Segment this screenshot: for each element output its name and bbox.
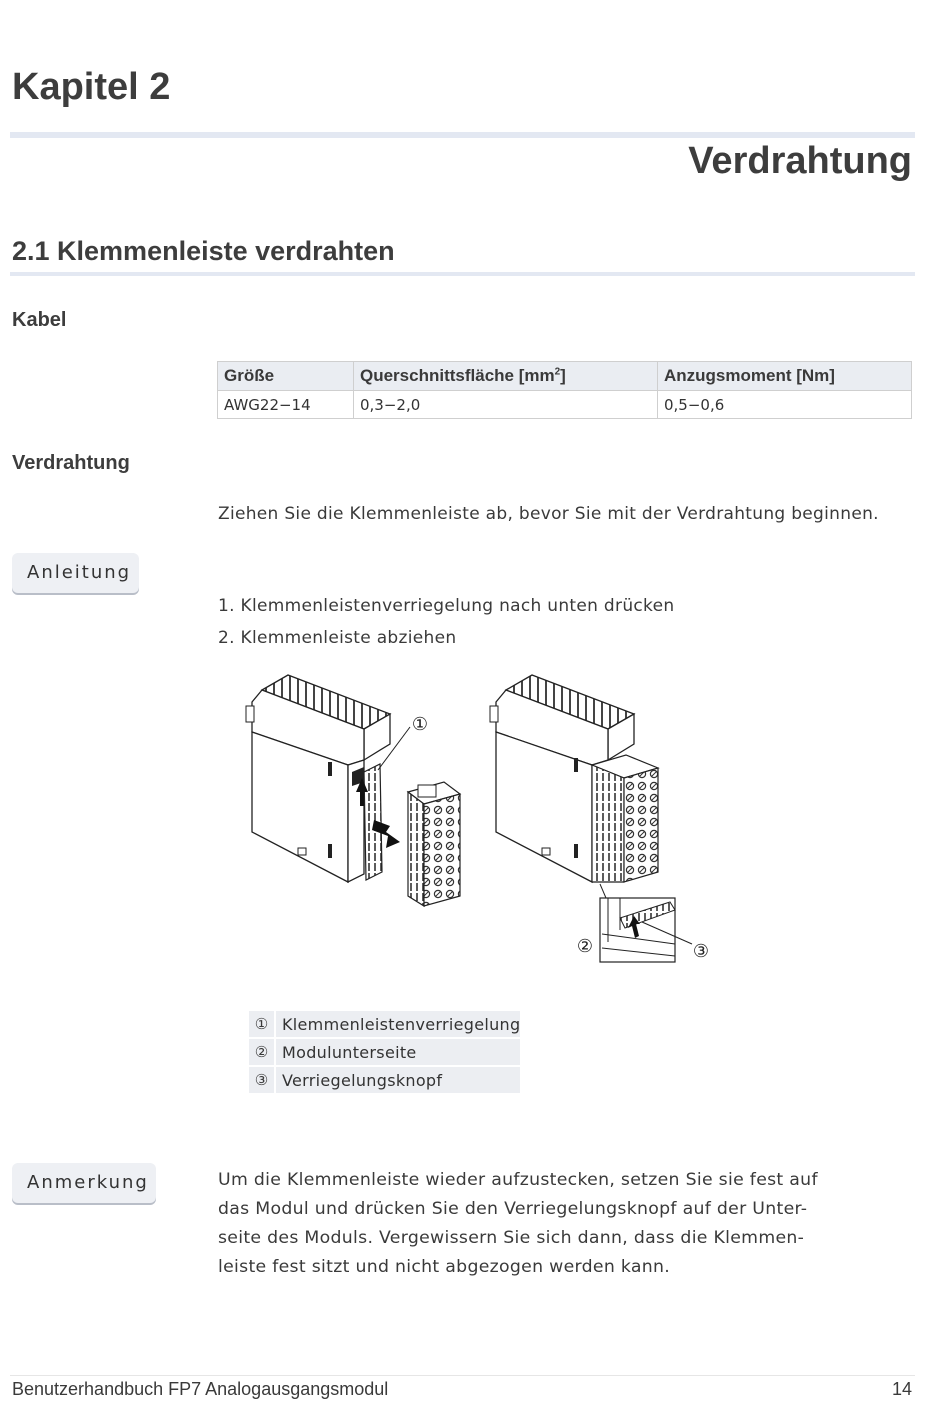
column-header-cross-section: Querschnittsfläche $[mm^2]$ [354, 362, 658, 391]
callout-2: ② [576, 936, 594, 957]
intro-text: Ziehen Sie die Klemmenleiste ab, bevor Sie mit der Verdrahtung beginnen. [218, 504, 879, 524]
callout-1: ① [411, 714, 429, 735]
note-text [218, 1166, 868, 1282]
note-line: leiste fest sitzt und nicht abgezogen werden kann. [218, 1257, 671, 1277]
chapter-label: Kapitel 2 [12, 66, 171, 108]
chapter-divider [10, 132, 915, 138]
note-line: das Modul und drücken Sie den Verriegelungsknopf auf der Unter- [218, 1199, 808, 1219]
detail-inset-drawing [600, 898, 692, 962]
module-left-drawing [246, 675, 410, 882]
table-row [218, 391, 912, 419]
legend-row [249, 1011, 520, 1037]
verdrahtung-heading: Verdrahtung [12, 452, 130, 474]
kabel-heading: Kabel [12, 309, 67, 331]
anleitung-tag: Anleitung [12, 553, 139, 593]
table-cell-cross-section: 0,3−2,0 [354, 391, 658, 419]
legend-label: Modulunterseite [276, 1039, 520, 1065]
section-title: 2.1 Klemmenleiste verdrahten [12, 236, 395, 266]
legend-label: Verriegelungsknopf [276, 1067, 520, 1093]
step-1: 1. Klemmenleistenverriegelung nach unten drücken [218, 596, 675, 616]
wiring-figure [240, 672, 720, 972]
table-cell-torque: 0,5−0,6 [658, 391, 912, 419]
column-header-size: Größe [218, 362, 354, 391]
page-title: Verdrahtung [688, 140, 912, 182]
step-2: 2. Klemmenleiste abziehen [218, 628, 457, 648]
footer-divider [10, 1375, 915, 1376]
legend-number: ① [249, 1011, 276, 1037]
column-header-torque: Anzugsmoment [Nm] [658, 362, 912, 391]
section-divider [10, 272, 915, 276]
anmerkung-tag: Anmerkung [12, 1163, 156, 1203]
legend-number: ② [249, 1039, 276, 1065]
note-line: seite des Moduls. Vergewissern Sie sich dann, dass die Klemmen- [218, 1228, 805, 1248]
cable-spec-table [217, 361, 912, 419]
legend-number: ③ [249, 1067, 276, 1093]
note-line: Um die Klemmenleiste wieder aufzustecken, setzen Sie sie fest auf [218, 1170, 818, 1190]
terminal-block-drawing [408, 782, 460, 906]
page-number: 14 [891, 1379, 912, 1399]
table-cell-size: AWG22−14 [218, 391, 354, 419]
legend-label: Klemmenleistenverriegelung [276, 1011, 520, 1037]
table-header-row [218, 362, 912, 391]
callout-3: ③ [692, 941, 710, 962]
figure-legend [249, 1009, 520, 1095]
legend-row [249, 1067, 520, 1093]
module-right-drawing [490, 675, 658, 898]
legend-row [249, 1039, 520, 1065]
footer-text: Benutzerhandbuch FP7 Analogausgangsmodul [12, 1379, 389, 1399]
